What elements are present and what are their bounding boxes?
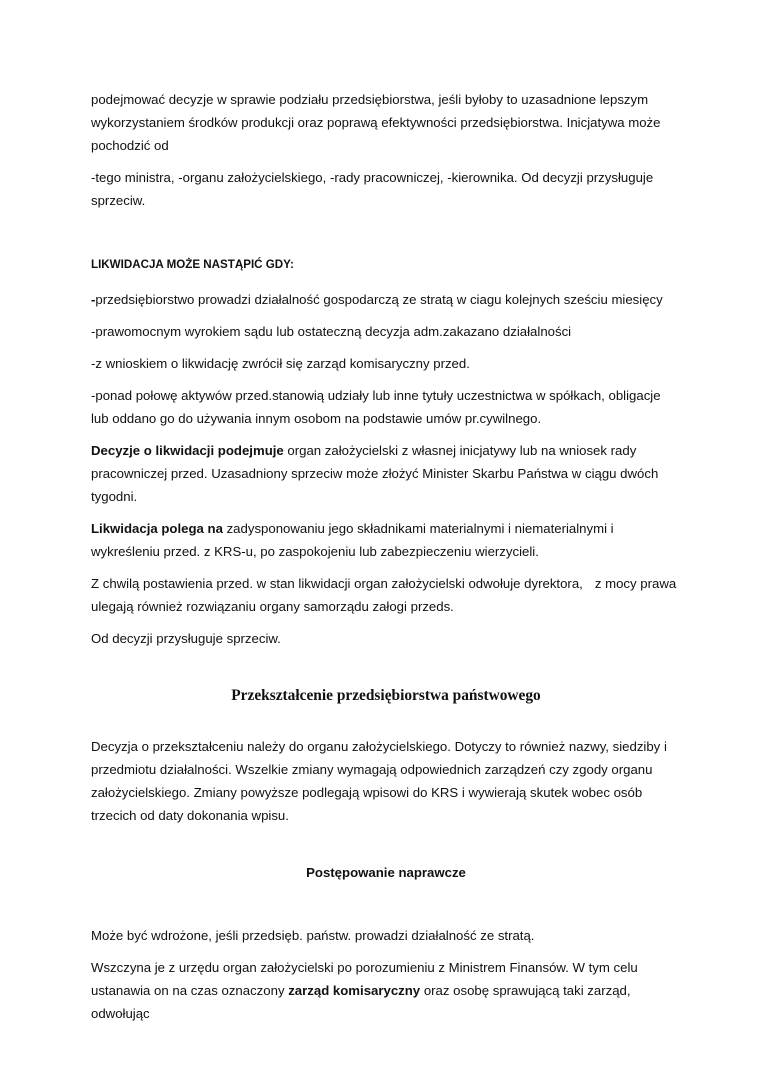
postepowanie-2-text-a: Wszczyna je z urzędu organ założycielski po porozumieniu z Ministrem Finansów. W tym celu ustanawia on na czas oznaczony <box>91 960 638 998</box>
paragraph-sprzeciw: Od decyzji przysługuje sprzeciw. <box>91 631 281 646</box>
paragraph-inicjatywa: -tego ministra, -organu założycielskiego, -rady pracowniczej, -kierownika. Od decyzji przysługuje sprzeciw. <box>91 170 654 208</box>
likwidacja-condition-2: -prawomocnym wyrokiem sądu lub ostateczną decyzja adm.zakazano działalności <box>91 324 572 339</box>
likwidacja-condition-1 <box>91 288 681 311</box>
paragraph-podzial: podejmować decyzje w sprawie podziału przedsiębiorstwa, jeśli byłoby to uzasadnione lepszym wykorzystaniem środków produkcji oraz poprawą efektywności przedsiębiorstwa. Inicjatywa może pochodzić od <box>91 92 661 153</box>
paragraph-postepowanie-2 <box>91 956 681 1025</box>
postepowanie-2-text-b: oraz osobę sprawującą taki zarząd, odwołując <box>91 983 631 1021</box>
paragraph-przeksztalcenie: Decyzja o przekształceniu należy do organu założycielskiego. Dotyczy to również nazwy, siedziby i przedmiotu działalności. Wszelkie zmiany wymagają odpowiednich zarządzeń czy zgody organu założycielskiego. Zmiany powyższe podlegają wpisowi do KRS i wywierają skutek wobec osób trzecich od daty dokonania wpisu. <box>91 739 667 823</box>
paragraph-likwidacja-polega <box>91 517 681 563</box>
decyzje-bold: Decyzje o likwidacji podejmuje <box>91 443 284 458</box>
z-chwila-part-a: Z chwilą postawienia przed. w stan likwidacji organ założycielski odwołuje dyrektora, <box>91 576 583 591</box>
likwidacja-polega-bold: Likwidacja polega na <box>91 521 223 536</box>
likwidacja-condition-4: -ponad połowę aktywów przed.stanowią udziały lub inne tytuły uczestnictwa w spółkach, obligacje lub oddano go do używania innym osobom na podstawie umów pr.cywilnego. <box>91 388 661 426</box>
section-heading-likwidacja: LIKWIDACJA MOŻE NASTĄPIĆ GDY: <box>91 258 294 271</box>
section-heading-przeksztalcenie: Przekształcenie przedsiębiorstwa państwowego <box>231 687 541 704</box>
section-heading-postepowanie: Postępowanie naprawcze <box>306 865 466 880</box>
paragraph-decyzje <box>91 439 681 508</box>
z-chwila-part-b: z mocy prawa ulegają również rozwiązaniu organy samorządu załogi przeds. <box>91 576 677 614</box>
likwidacja-polega-text: zadysponowaniu jego składnikami materialnymi i niematerialnymi i wykreśleniu przed. z KRS-u, po zaspokojeniu lub zabezpieczeniu wierzycieli. <box>91 521 614 559</box>
paragraph-postepowanie-1: Może być wdrożone, jeśli przedsięb. państw. prowadzi działalność ze stratą. <box>91 928 535 943</box>
zarzad-komisaryczny-bold: zarząd komisaryczny <box>288 983 421 998</box>
likwidacja-condition-3: -z wnioskiem o likwidację zwrócił się zarząd komisaryczny przed. <box>91 356 470 371</box>
decyzje-text: organ założycielski z własnej inicjatywy lub na wniosek rady pracowniczej przed. Uzasadniony sprzeciw może złożyć Minister Skarbu Państwa w ciągu dwóch tygodni. <box>91 443 659 504</box>
document-body <box>91 88 681 1034</box>
likwidacja-condition-1-dash: - <box>91 292 96 307</box>
likwidacja-condition-1-text: przedsiębiorstwo prowadzi działalność gospodarczą ze stratą w ciagu kolejnych sześciu miesięcy <box>95 292 663 307</box>
paragraph-z-chwila <box>91 572 681 618</box>
